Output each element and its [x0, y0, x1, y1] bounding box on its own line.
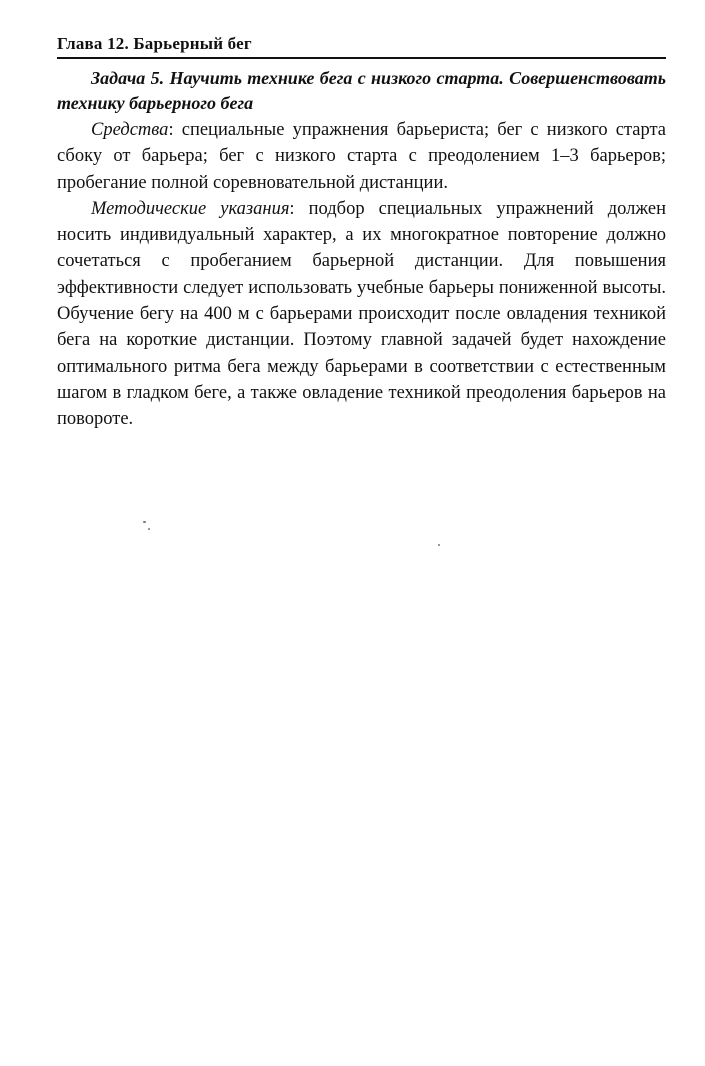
- running-head: [57, 33, 666, 59]
- guidelines-lead: Методические указания: [91, 198, 290, 219]
- chapter-title: Глава 12. Барьерный бег: [57, 34, 252, 53]
- means-paragraph: [57, 117, 666, 196]
- scan-speck: [148, 528, 150, 530]
- task-heading: Задача 5. Научить технике бега с низкого старта. Совершенствовать технику барьерного бега: [57, 68, 666, 113]
- scan-speck: [438, 544, 440, 546]
- scan-speck: [143, 521, 146, 523]
- means-lead: Средства: [91, 120, 169, 140]
- guidelines-paragraph: [57, 196, 666, 433]
- guidelines-text: : подбор специальных упражнений должен носить индивидуальный характер, а их многократное повторение должно сочетаться с пробеганием барьерной дистанции. Для повышения эффективности следует использовать учебные барьеры пониженной высоты. Обучение бегу на 400 м с барьерами происходит после овладения техникой бега на короткие дистанции. Поэтому главной задачей будет нахождение оптимального ритма бега между барьерами в соответствии с естественным шагом в гладком беге, а также овладение техникой преодоления барьеров на повороте.: [57, 198, 666, 430]
- means-text: : специальные упражнения барьериста; бег с низкого старта сбоку от барьера; бег с низкого старта с преодолением 1–3 барьеров; пробегание полной соревновательной дистанции.: [57, 120, 666, 193]
- page-body: [57, 66, 666, 433]
